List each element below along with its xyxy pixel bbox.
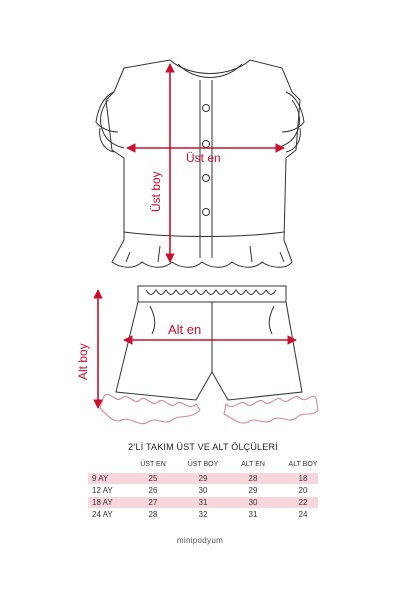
header-cell: ÜST EN xyxy=(140,461,166,468)
brand-logo: minipodyum xyxy=(176,536,224,545)
table-row xyxy=(88,485,318,497)
row-size: 24 AY xyxy=(92,510,113,519)
row-size: 18 AY xyxy=(92,498,113,507)
cell: 25 xyxy=(148,474,158,483)
bottom-width-label: Alt en xyxy=(168,322,202,337)
bottom-length-label: Alt boy xyxy=(76,343,90,380)
cell: 30 xyxy=(248,498,258,507)
cell: 29 xyxy=(248,486,258,495)
header-cell: ALT EN xyxy=(241,461,265,468)
header-cell: ALT BOY xyxy=(288,461,318,468)
table-row xyxy=(88,509,318,521)
row-size: 9 AY xyxy=(92,474,109,483)
cell: 20 xyxy=(298,486,308,495)
cell: 28 xyxy=(248,474,258,483)
header-cell xyxy=(88,461,128,468)
row-size: 12 AY xyxy=(92,486,113,495)
cell: 31 xyxy=(198,498,208,507)
cell: 29 xyxy=(198,474,208,483)
cell: 31 xyxy=(248,510,258,519)
top-length-label: Üst boy xyxy=(149,171,163,212)
table-row xyxy=(88,473,318,485)
cell: 28 xyxy=(148,510,158,519)
table-row xyxy=(88,497,318,509)
cell: 18 xyxy=(298,474,308,483)
cell: 32 xyxy=(198,510,208,519)
cell: 27 xyxy=(148,498,158,507)
bottom-measure-lines xyxy=(98,290,296,408)
cell: 22 xyxy=(298,498,308,507)
size-table-title: 2’Lİ TAKIM ÜST VE ALT ÖLÇÜLERİ xyxy=(128,442,278,452)
shorts-drawing xyxy=(116,286,302,400)
size-table xyxy=(88,442,318,521)
top-width-label: Üst en xyxy=(186,151,221,165)
shorts-ruffles xyxy=(100,394,318,423)
cell: 24 xyxy=(298,510,308,519)
size-table-header xyxy=(88,461,318,470)
header-cell: ÜST BOY xyxy=(187,461,219,468)
cell: 30 xyxy=(198,486,208,495)
cell: 26 xyxy=(148,486,158,495)
